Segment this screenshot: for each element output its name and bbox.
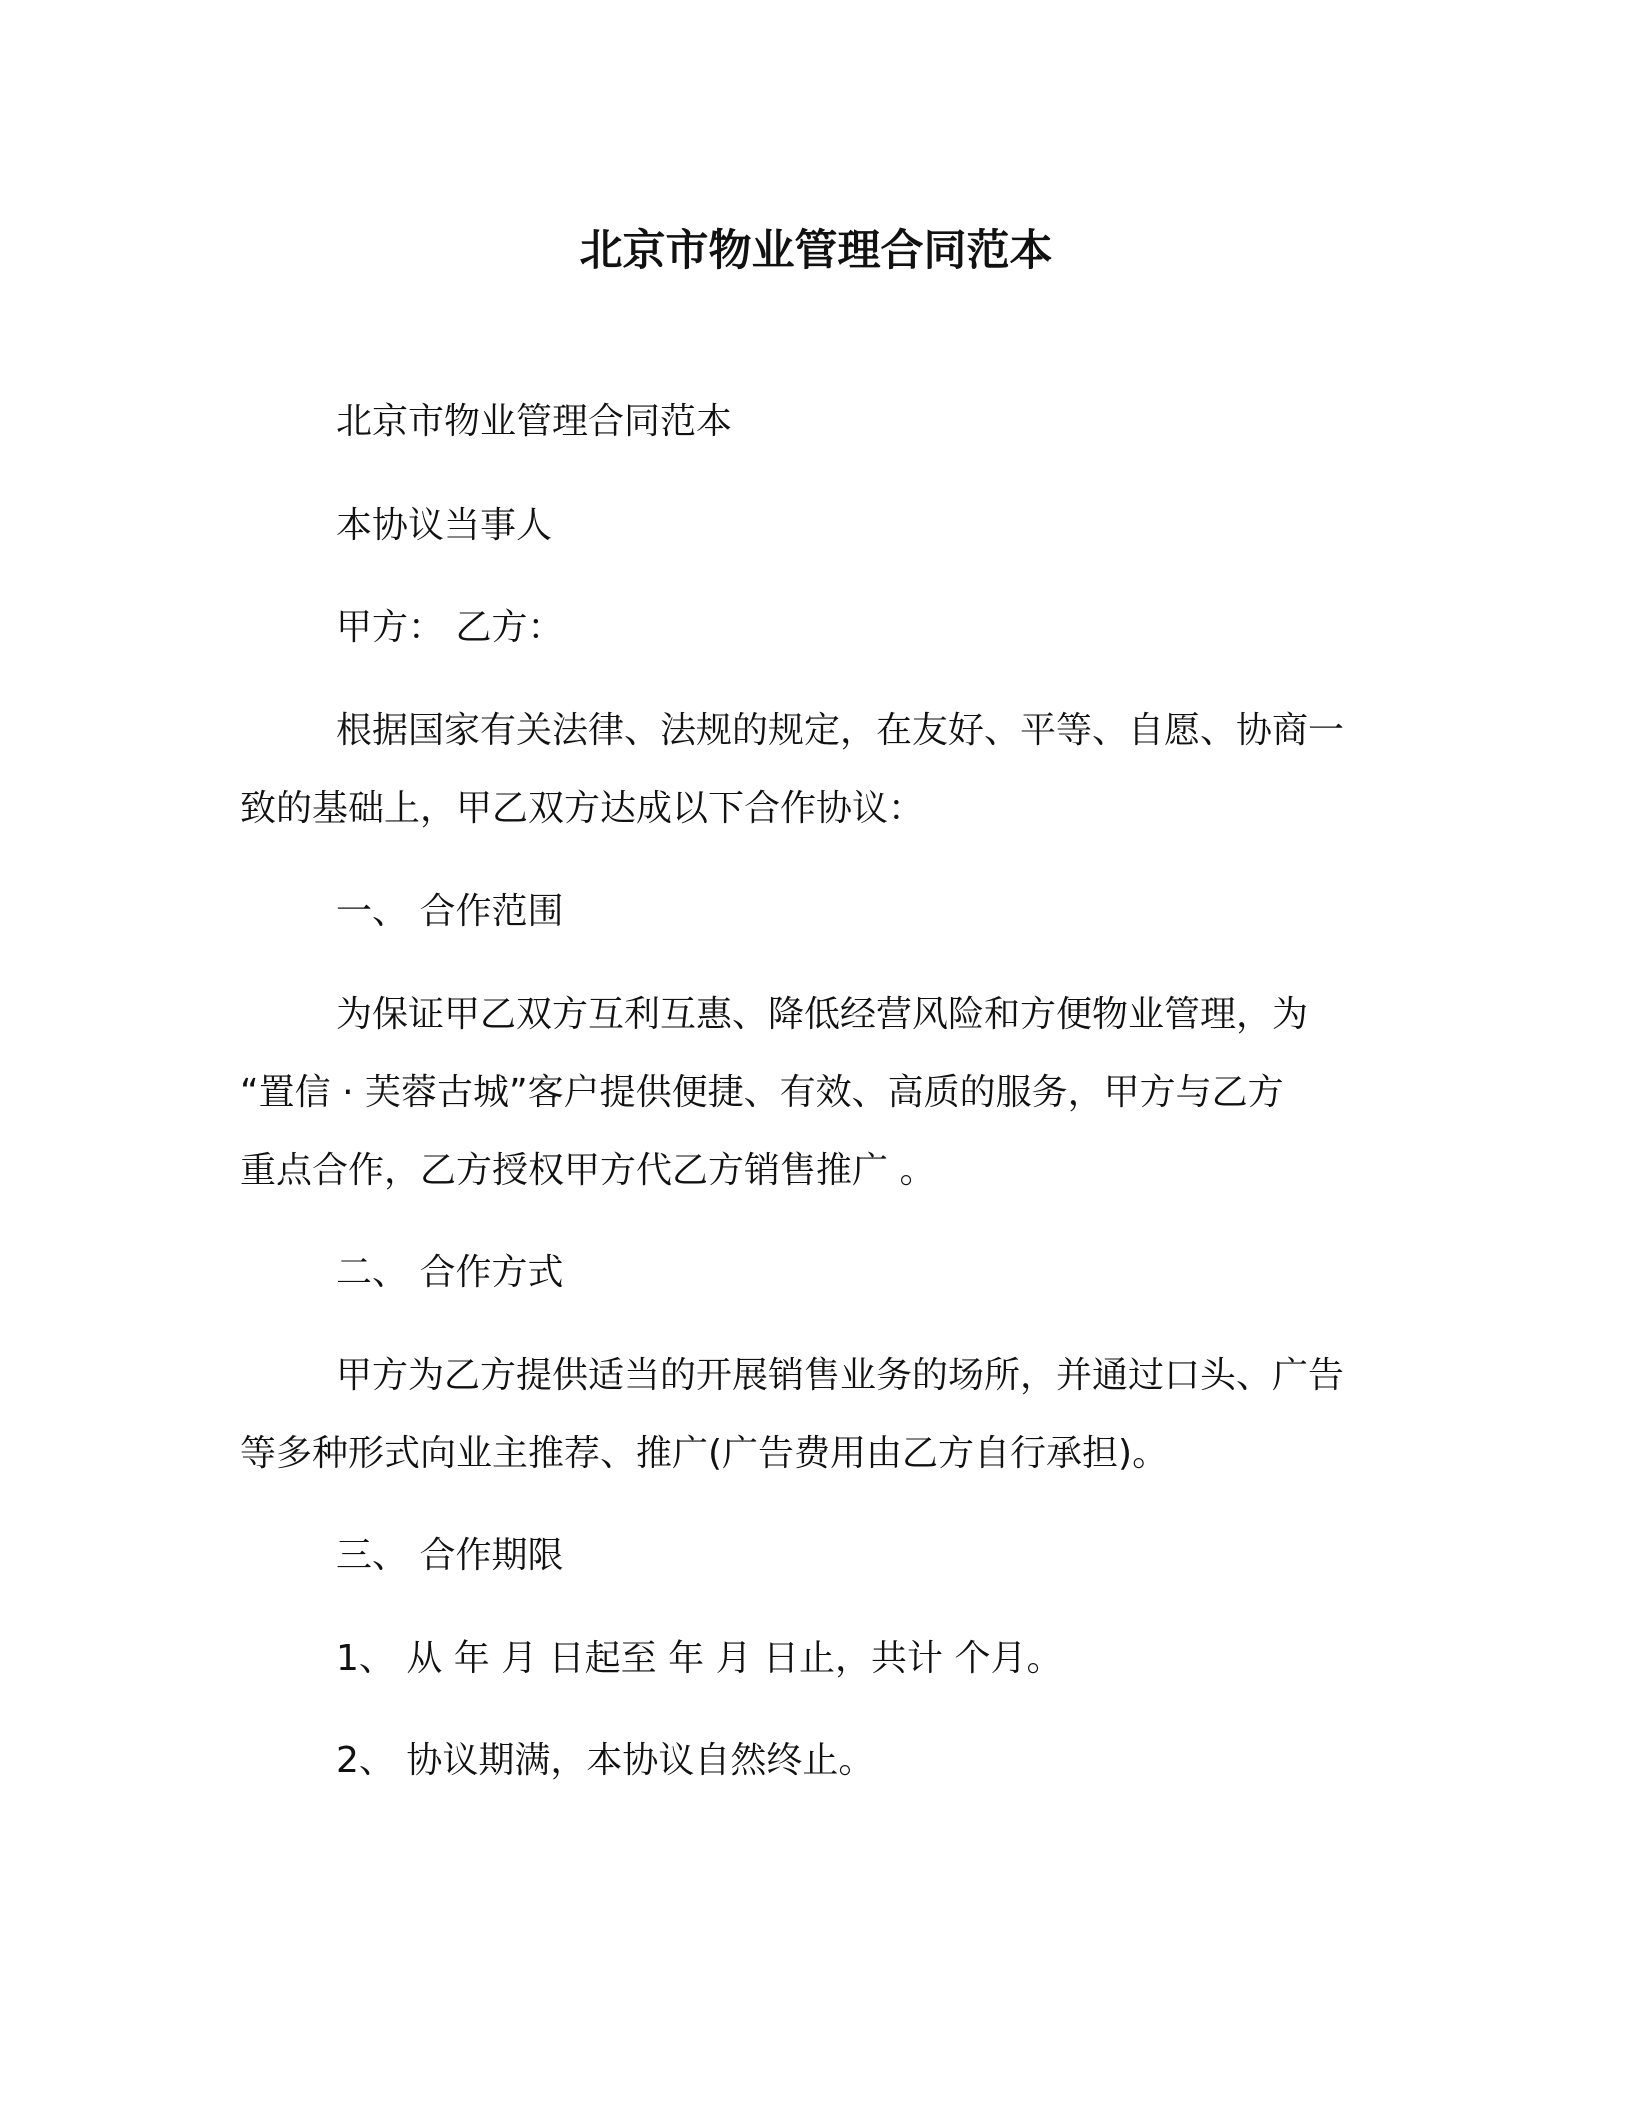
paragraph-method <box>240 1337 1390 1493</box>
section-heading-term <box>240 1517 1390 1595</box>
paragraph-scope <box>240 976 1390 1210</box>
paragraph-text: 本协议当事人 <box>336 505 553 546</box>
paragraph-text: 甲方为乙方提供适当的开展销售业务的场所，并通过口头、广告 <box>336 1355 1345 1396</box>
paragraph-text: 北京市物业管理合同范本 <box>336 401 733 442</box>
paragraph-text: 2、 协议期满，本协议自然终止。 <box>336 1740 875 1781</box>
paragraph-text: 致的基础上，甲乙双方达成以下合作协议： <box>240 788 925 829</box>
paragraph-text: 甲方： 乙方： <box>336 607 564 648</box>
paragraph-party-names <box>240 589 1390 667</box>
paragraph-text: 等多种形式向业主推荐、推广(广告费用由乙方自行承担)。 <box>240 1433 1169 1474</box>
paragraph-text: “置信 · 芙蓉古城”客户提供便捷、有效、高质的服务，甲方与乙方 <box>240 1072 1284 1113</box>
paragraph-text: 为保证甲乙双方互利互惠、降低经营风险和方便物业管理，为 <box>336 994 1309 1035</box>
document-title: 北京市物业管理合同范本 <box>579 226 1053 276</box>
paragraph-term-1 <box>240 1620 1390 1698</box>
paragraph-term-2 <box>240 1722 1390 1800</box>
paragraph-text: 1、 从 年 月 日起至 年 月 日止，共计 个月。 <box>336 1638 1063 1679</box>
paragraph-heading-repeat <box>240 383 1390 461</box>
section-heading-text: 三、 合作期限 <box>336 1535 564 1576</box>
paragraph-text: 重点合作，乙方授权甲方代乙方销售推广 。 <box>240 1150 936 1191</box>
paragraph-parties <box>240 487 1390 565</box>
paragraph-preamble <box>240 692 1390 848</box>
section-heading-method <box>240 1234 1390 1312</box>
section-heading-text: 一、 合作范围 <box>336 891 564 932</box>
section-heading-text: 二、 合作方式 <box>336 1252 564 1293</box>
section-heading-scope <box>240 873 1390 951</box>
paragraph-text: 根据国家有关法律、法规的规定，在友好、平等、自愿、协商一 <box>336 710 1345 751</box>
